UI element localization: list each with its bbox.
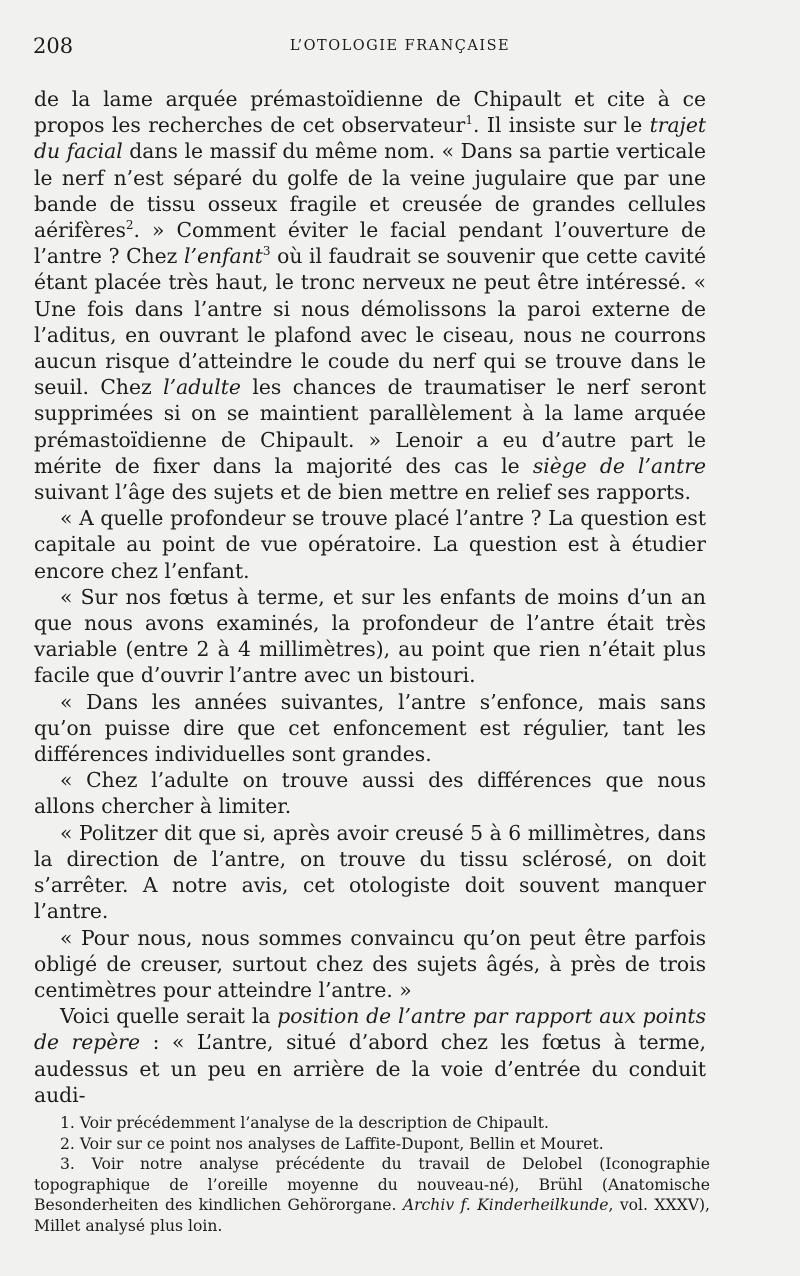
text-run: dans le massif du même nom. « Dans sa partie verticale le nerf n’est séparé du golfe de la veine jugulaire que par une bande de tissu osseux fragile et creusée de grandes cellules aérifères [34, 139, 706, 243]
italic-span: siège de l’antre [532, 453, 706, 478]
footnotes [34, 1113, 710, 1237]
footnote-ref: 2 [125, 218, 134, 233]
paragraph [34, 584, 706, 689]
text-run: « A quelle profondeur se trouve placé l’antre ? La question est capitale au point de vue opératoire. La question est à étudier encore chez l’enfant. [34, 506, 706, 583]
paragraph [34, 925, 706, 1004]
running-head: L’OTOLOGIE FRANÇAISE [289, 38, 511, 54]
paragraph [34, 689, 706, 768]
body-text [34, 86, 706, 1108]
italic-span: trajet du facial [34, 113, 706, 164]
footnote [34, 1113, 710, 1134]
text-run: « Chez l’adulte on trouve aussi des différences que nous allons chercher à limiter. [34, 768, 706, 819]
text-run: les chances de traumatiser le nerf seront supprimées si on se maintient parallèlement à la lame arquée prémastoïdienne de Chipault. » Lenoir a eu d’autre part le mérite de fixer dans la majorité des cas le [34, 375, 706, 478]
text-run: : « L’antre, situé d’abord chez les fœtus à terme, audessus et un peu en arrière de la voie d’entrée du conduit audi- [34, 1030, 707, 1107]
italic-span: l’adulte [163, 375, 241, 400]
text-run: 2. Voir sur ce point nos analyses de Laffite-Dupont, Bellin et Mouret. [60, 1134, 604, 1153]
italic-span: l’enfant [184, 244, 263, 269]
text-run: 1. Voir précédemment l’analyse de la description de Chipault. [60, 1114, 550, 1132]
paragraph [34, 820, 706, 925]
text-run: « Dans les années suivantes, l’antre s’enfonce, mais sans qu’on puisse dire que cet enfoncement est régulier, tant les différences individuelles sont grandes. [34, 689, 706, 767]
text-run: « Politzer dit que si, après avoir creusé 5 à 6 millimètres, dans la direction de l’antre, on trouve du tissu sclérosé, on doit s’arrêter. A notre avis, cet otologiste doit souvent manquer l’antre. [34, 820, 706, 924]
paragraph [34, 505, 706, 584]
italic-span: position de l’antre par rapport aux points de repère [34, 1004, 706, 1055]
footnote [34, 1134, 710, 1155]
text-run: . Il insiste sur le [472, 113, 650, 138]
footnote-ref: 1 [465, 113, 473, 128]
footnote-ref: 3 [262, 244, 271, 259]
text-run: 3. Voir notre analyse précédente du travail de Delobel (Iconographie topographique de l’oreille moyenne du nouveau-né), Brühl (Anatomische Besonderheiten des kindlichen Gehörorgane. [34, 1155, 710, 1215]
text-run: « Pour nous, nous sommes convaincu qu’on peut être parfois obligé de creuser, surtout chez des sujets âgés, à près de trois centimètres pour atteindre l’antre. » [34, 925, 706, 1002]
text-run: , vol. XXXV), Millet analysé plus loin. [34, 1196, 710, 1235]
footnote [34, 1154, 710, 1236]
text-run: « Sur nos fœtus à terme, et sur les enfants de moins d’un an que nous avons examinés, la profondeur de l’antre était très variable (entre 2 à 4 millimètres), au point que rien n’était plus facile que d’ouvrir l’antre avec un bistouri. [34, 584, 706, 688]
paragraph [34, 767, 706, 819]
italic-span: Archiv f. Kinderheilkunde [402, 1196, 609, 1215]
paragraph [34, 86, 706, 505]
paragraph [34, 1003, 706, 1108]
text-run: Voici quelle serait la [60, 1004, 278, 1029]
text-run: où il faudrait se souvenir que cette cavité étant placée très haut, le tronc nerveux ne peut être intéressé. « Une fois dans l’antre si nous démolissons la paroi externe de l’aditus, en ouvrant le plafond avec le ciseau, nous ne courrons aucun risque d’atteindre le coude du nerf qui se trouve dans le seuil. Chez [34, 244, 706, 400]
text-run: de la lame arquée prémastoïdienne de Chipault et cite à ce propos les recherches de cet observateur [34, 87, 706, 138]
text-run: . » Comment éviter le facial pendant l’ouverture de l’antre ? Chez [34, 218, 706, 269]
page-number: 208 [33, 34, 74, 58]
text-run: suivant l’âge des sujets et de bien mettre en relief ses rapports. [34, 480, 691, 505]
